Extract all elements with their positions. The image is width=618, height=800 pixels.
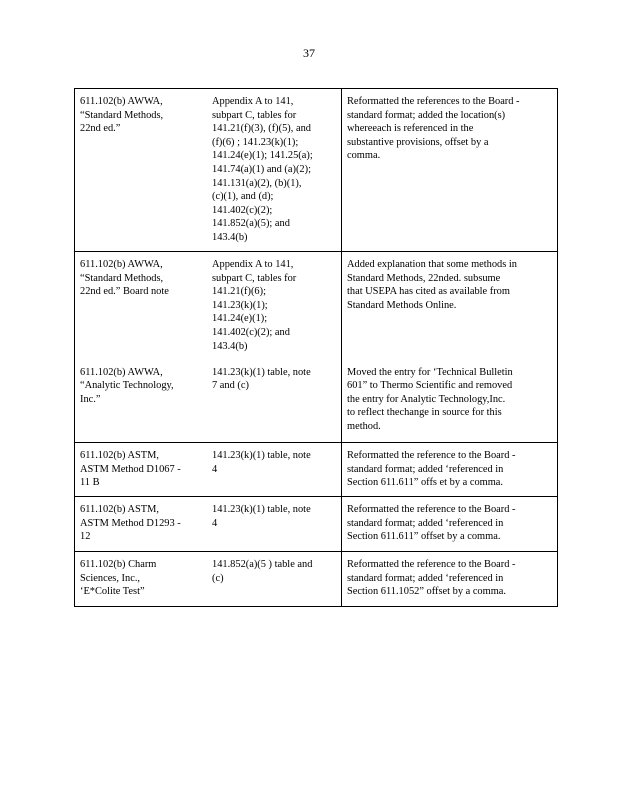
amendments-table <box>74 88 558 607</box>
table-row <box>75 443 558 497</box>
section-cell: 611.102(b) Charm Sciences, Inc., ‘E*Colite Test” <box>75 552 208 607</box>
page-number: 37 <box>303 46 315 60</box>
location-cell: 141.23(k)(1) table, note 7 and (c) <box>207 360 342 443</box>
location-cell: 141.852(a)(5 ) table and (c) <box>207 552 342 607</box>
change-cell: Moved the entry for ‘Technical Bulletin 601” to Thermo Scientific and removed the entry for Analytic Technology,Inc. to reflect thechange in source for this method. <box>342 360 558 443</box>
table-row <box>75 552 558 607</box>
change-cell: Added explanation that some methods in Standard Methods, 22nded. subsume that USEPA has cited as available from Standard Methods Online. <box>342 252 558 360</box>
change-cell: Reformatted the reference to the Board - standard format; added ‘referenced in Section 611.611” offset by a comma. <box>342 497 558 552</box>
location-cell: Appendix A to 141, subpart C, tables for 141.21(f)(3), (f)(5), and (f)(6) ; 141.23(k)(1); 141.24(e)(1); 141.25(a); 141.74(a)(1) and (a)(2); 141.131(a)(2), (b)(1), (c)(1), and (d); 141.402(c)(2); 141.852(a)(5); and 143.4(b) <box>207 89 342 252</box>
location-cell: 141.23(k)(1) table, note 4 <box>207 497 342 552</box>
table-row <box>75 252 558 360</box>
change-cell: Reformatted the reference to the Board - standard format; added ‘referenced in Section 611.1052” offset by a comma. <box>342 552 558 607</box>
location-cell: Appendix A to 141, subpart C, tables for 141.21(f)(6); 141.23(k)(1); 141.24(e)(1); 141.402(c)(2); and 143.4(b) <box>212 259 297 352</box>
location-cell: 141.23(k)(1) table, note 4 <box>207 443 342 497</box>
section-cell: 611.102(b) AWWA, “Analytic Technology, Inc.” <box>75 360 208 443</box>
table-row <box>75 89 558 252</box>
table-row <box>75 360 558 443</box>
section-cell: 611.102(b) ASTM, ASTM Method D1293 - 12 <box>75 497 208 552</box>
table-row <box>75 497 558 552</box>
change-cell: Reformatted the reference to the Board - standard format; added ‘referenced in Section 611.611” offs et by a comma. <box>342 443 558 497</box>
section-cell: 611.102(b) AWWA, “Standard Methods, 22nd ed.” Board note <box>75 252 208 360</box>
section-cell: 611.102(b) AWWA, “Standard Methods, 22nd ed.” <box>75 89 208 252</box>
section-cell: 611.102(b) ASTM, ASTM Method D1067 - 11 B <box>75 443 208 497</box>
change-cell: Reformatted the references to the Board - standard format; added the location(s) whereeach is referenced in the substantive provisions, offset by a comma. <box>342 89 558 252</box>
